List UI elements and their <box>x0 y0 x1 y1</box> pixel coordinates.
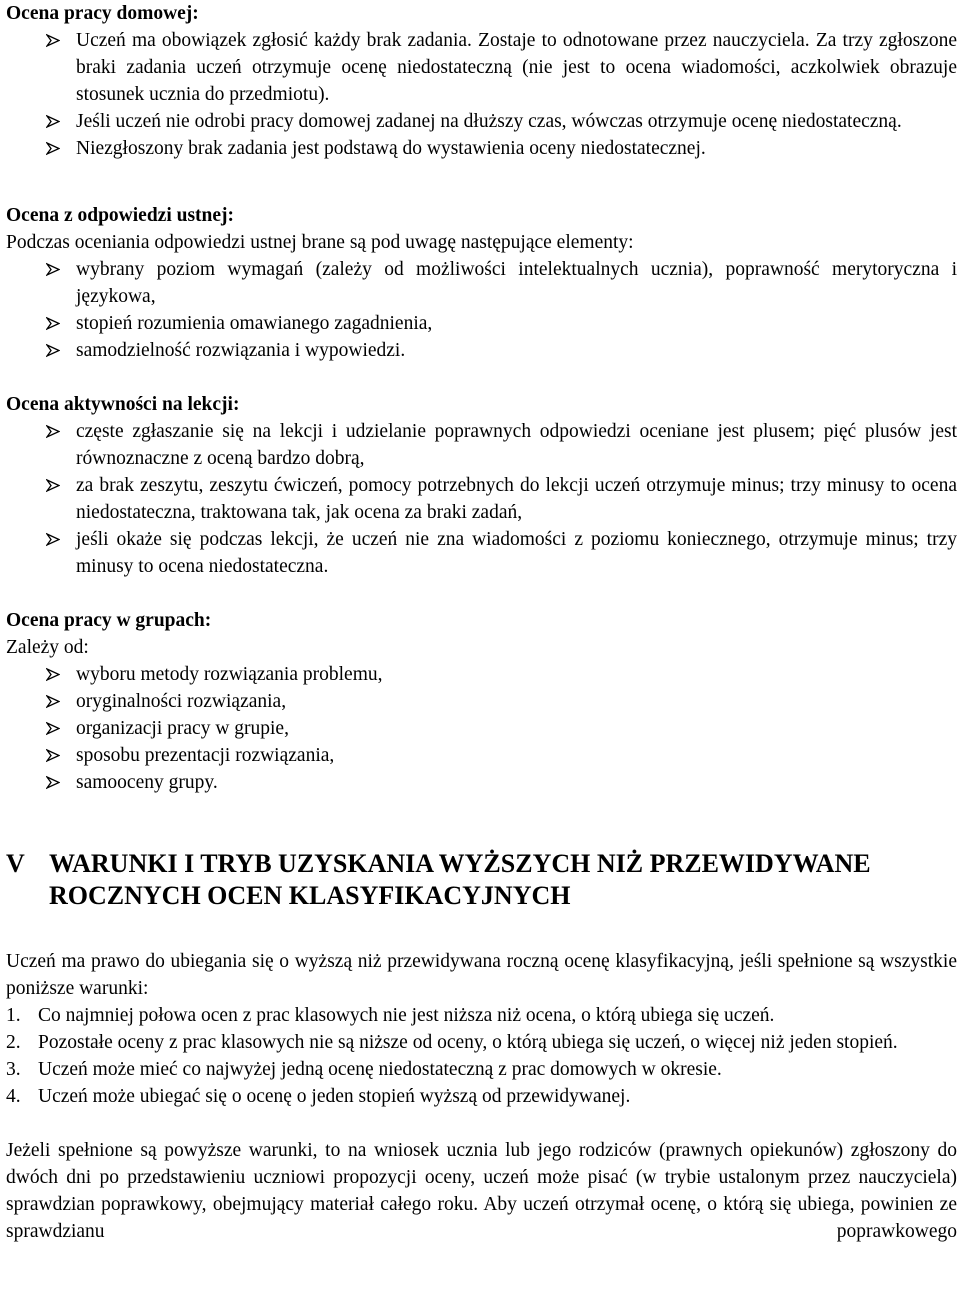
list-item-text: organizacji pracy w grupie, <box>76 718 289 739</box>
list-item-text: Uczeń może mieć co najwyżej jedną ocenę niedostateczną z prac domowych w okresie. <box>38 1059 722 1080</box>
list-item-text: jeśli okaże się podczas lekcji, że uczeń nie zna wiadomości z poziomu koniecznego, otrzymuje minus; trzy minusy to ocena niedostateczna. <box>76 529 957 577</box>
arrowhead-bullet-icon <box>46 418 60 445</box>
arrowhead-bullet-icon <box>46 256 60 283</box>
arrowhead-bullet-icon <box>46 688 60 715</box>
list-item-text: Niezgłoszony brak zadania jest podstawą do wystawienia oceny niedostatecznej. <box>76 138 706 159</box>
list-item <box>6 1002 957 1029</box>
list-item-text: wybrany poziom wymagań (zależy od możliwości intelektualnych ucznia), poprawność merytoryczna i językowa, <box>76 259 957 307</box>
list-item <box>6 769 957 796</box>
conditions-list <box>6 1002 957 1110</box>
section-intro: Podczas oceniania odpowiedzi ustnej brane są pod uwagę następujące elementy: <box>6 232 634 253</box>
arrowhead-bullet-icon <box>46 135 60 162</box>
bullet-list <box>6 661 957 796</box>
list-item <box>6 310 957 337</box>
list-item <box>6 135 957 162</box>
list-item <box>6 472 957 526</box>
list-item-text: samodzielność rozwiązania i wypowiedzi. <box>76 340 406 361</box>
chapter-number: V <box>6 849 25 878</box>
arrowhead-bullet-icon <box>46 742 60 769</box>
arrowhead-bullet-icon <box>46 27 60 54</box>
section-activity <box>6 391 957 580</box>
list-item <box>6 256 957 310</box>
list-item-text: Co najmniej połowa ocen z prac klasowych nie jest niższa niż ocena, o którą ubiega się uczeń. <box>38 1005 775 1026</box>
list-item <box>6 715 957 742</box>
chapter-closing: Jeżeli spełnione są powyższe warunki, to na wniosek ucznia lub jego rodziców (prawnych opiekunów) zgłoszony do dwóch dni po przedstawieniu uczniowi propozycji oceny, uczeń może pisać (w trybie ustalonym przez nauczyciela) sprawdzian poprawkowy, obejmujący materiał całego roku. Aby uczeń otrzymał ocenę, o którą się ubiega, powinien ze sprawdzianu poprawkowego <box>6 1140 957 1242</box>
item-number: 4. <box>6 1086 21 1107</box>
section-intro: Zależy od: <box>6 637 89 658</box>
list-item <box>6 1029 957 1056</box>
list-item-text: częste zgłaszanie się na lekcji i udzielanie poprawnych odpowiedzi oceniane jest plusem; pięć plusów jest równoznaczne z oceną bardzo dobrą, <box>76 421 957 469</box>
list-item-text: Pozostałe oceny z prac klasowych nie są niższe od oceny, o którą ubiega się uczeń, o więcej niż jeden stopień. <box>38 1032 898 1053</box>
list-item <box>6 337 957 364</box>
section-homework <box>6 0 957 162</box>
section-heading: Ocena aktywności na lekcji: <box>6 394 240 415</box>
list-item <box>6 108 957 135</box>
arrowhead-bullet-icon <box>46 472 60 499</box>
chapter-section <box>6 848 957 1245</box>
bullet-list <box>6 27 957 162</box>
list-item-text: oryginalności rozwiązania, <box>76 691 287 712</box>
chapter-intro: Uczeń ma prawo do ubiegania się o wyższą niż przewidywana roczną ocenę klasyfikacyjną, jeśli spełnione są wszystkie poniższe warunki: <box>6 951 957 999</box>
arrowhead-bullet-icon <box>46 769 60 796</box>
list-item <box>6 1056 957 1083</box>
list-item-text: Jeśli uczeń nie odrobi pracy domowej zadanej na dłuższy czas, wówczas otrzymuje ocenę niedostateczną. <box>76 111 902 132</box>
list-item <box>6 742 957 769</box>
bullet-list <box>6 256 957 364</box>
list-item-text: stopień rozumienia omawianego zagadnienia, <box>76 313 433 334</box>
arrowhead-bullet-icon <box>46 310 60 337</box>
section-heading: Ocena pracy domowej: <box>6 3 199 24</box>
list-item-text: Uczeń ma obowiązek zgłosić każdy brak zadania. Zostaje to odnotowane przez nauczyciela. Za trzy zgłoszone braki zadania uczeń otrzymuje ocenę niedostateczną (nie jest to ocena wiadomości, aczkolwiek obrazuje stosunek ucznia do przedmiotu). <box>76 30 957 105</box>
list-item <box>6 688 957 715</box>
list-item-text: samooceny grupy. <box>76 772 218 793</box>
list-item <box>6 1083 957 1110</box>
arrowhead-bullet-icon <box>46 337 60 364</box>
item-number: 3. <box>6 1059 21 1080</box>
list-item <box>6 418 957 472</box>
section-heading: Ocena z odpowiedzi ustnej: <box>6 205 235 226</box>
list-item-text: Uczeń może ubiegać się o ocenę o jeden stopień wyższą od przewidywanej. <box>38 1086 631 1107</box>
list-item <box>6 27 957 108</box>
list-item-text: za brak zeszytu, zeszytu ćwiczeń, pomocy potrzebnych do lekcji uczeń otrzymuje minus; trzy minusy to ocena niedostateczna, traktowana tak, jak ocena za braki zadań, <box>76 475 957 523</box>
arrowhead-bullet-icon <box>46 715 60 742</box>
item-number: 1. <box>6 1005 21 1026</box>
section-heading: Ocena pracy w grupach: <box>6 610 212 631</box>
bullet-list <box>6 418 957 580</box>
list-item <box>6 526 957 580</box>
list-item-text: sposobu prezentacji rozwiązania, <box>76 745 335 766</box>
list-item-text: wyboru metody rozwiązania problemu, <box>76 664 383 685</box>
item-number: 2. <box>6 1032 21 1053</box>
list-item <box>6 661 957 688</box>
arrowhead-bullet-icon <box>46 526 60 553</box>
section-oral <box>6 202 957 364</box>
chapter-title-text: WARUNKI I TRYB UZYSKANIA WYŻSZYCH NIŻ PRZEWIDYWANE ROCZNYCH OCEN KLASYFIKACYJNYCH <box>49 849 871 910</box>
arrowhead-bullet-icon <box>46 661 60 688</box>
arrowhead-bullet-icon <box>46 108 60 135</box>
chapter-title <box>6 848 957 912</box>
section-groups <box>6 607 957 796</box>
